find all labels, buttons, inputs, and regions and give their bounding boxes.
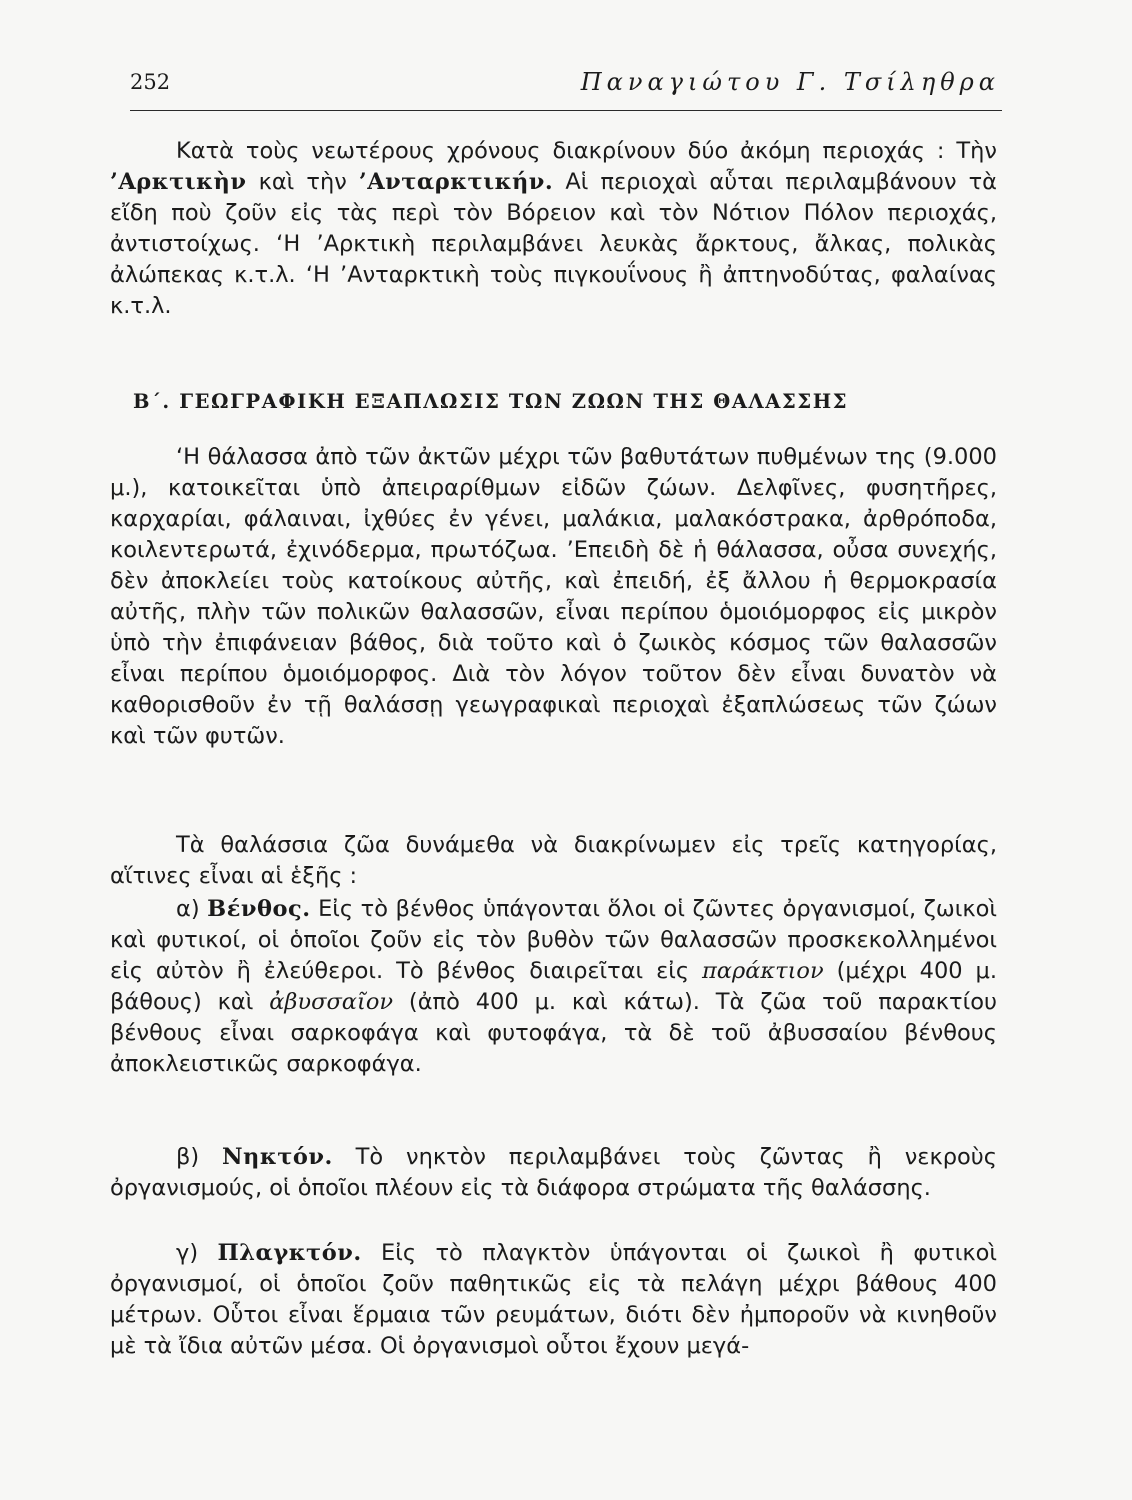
page-number: 252 [130, 70, 171, 94]
section-heading: Β΄. ΓΕΩΓΡΑΦΙΚΗ ΕΞΑΠΛΩΣΙΣ ΤΩΝ ΖΩΩΝ ΤΗΣ ΘΑΛΑΣΣΗΣ [133, 390, 849, 413]
paragraph-benthos: α) Βένθος. Εἰς τὸ βένθος ὑπάγονται ὅλοι οἱ ζῶντες ὀργανισμοί, ζωικοὶ καὶ φυτικοί, οἱ ὁποῖοι ζοῦν εἰς τὸν βυθὸν τῶν θαλασσῶν προσκεκολλημένοι εἰς αὐτὸν ἢ ἐλεύθεροι. Τὸ βένθος διαιρεῖται εἰς παράκτιον (μέχρι 400 μ. βάθους) καὶ ἀβυσσαῖον (ἀπὸ 400 μ. καὶ κάτω). Τὰ ζῶα τοῦ παρακτίου βένθους εἶναι σαρκοφάγα καὶ φυτοφάγα, τὰ δὲ τοῦ ἀβυσσαίου βένθους ἀποκλειστικῶς σαρκοφάγα. [110, 896, 997, 1077]
running-head: Παναγιώτου Γ. Τσίληθρα [580, 68, 1000, 96]
page-header [130, 66, 1000, 110]
term-plankton: Πλαγκτόν. [217, 1240, 362, 1266]
term-antarctic: ’Ανταρκτικήν. [358, 169, 554, 195]
paragraph-sea-distribution: ‘Η θάλασσα ἀπὸ τῶν ἀκτῶν μέχρι τῶν βαθυτάτων πυθμένων της (9.000 μ.), κατοικεῖται ὑπὸ ἀπειραρίθμων εἰδῶν ζώων. Δελφῖνες, φυσητῆρες, καρχαρίαι, φάλαιναι, ἰχθύες ἐν γένει, μαλάκια, μαλακόστρακα, ἀρθρόποδα, κοιλεντερωτά, ἐχινόδερμα, πρωτόζωα. ’Επειδὴ δὲ ἡ θάλασσα, οὖσα συνεχής, δὲν ἀποκλείει τοὺς κατοίκους αὐτῆς, καὶ ἐπειδή, ἐξ ἄλλου ἡ θερμοκρασία αὐτῆς, πλὴν τῶν πολικῶν θαλασσῶν, εἶναι περίπου ὁμοιόμορφος εἰς μικρὸν ὑπὸ τὴν ἐπιφάνειαν βάθος, διὰ τοῦτο καὶ ὁ ζωικὸς κόσμος τῶν θαλασσῶν εἶναι περίπου ὁμοιόμορφος. Διὰ τὸν λόγον τοῦτον δὲν εἶναι δυνατὸν νὰ καθορισθοῦν ἐν τῇ θαλάσσῃ γεωγραφικαὶ περιοχαὶ ἐξαπλώσεως τῶν ζώων καὶ τῶν φυτῶν. [110, 444, 997, 749]
paragraph-plankton: γ) Πλαγκτόν. Εἰς τὸ πλαγκτὸν ὑπάγονται οἱ ζωικοὶ ἢ φυτικοὶ ὀργανισμοί, οἱ ὁποῖοι ζοῦν παθητικῶς εἰς τὰ πελάγη μέχρι βάθους 400 μέτρων. Οὗτοι εἶναι ἕρμαια τῶν ρευμάτων, διότι δὲν ἠμποροῦν νὰ κινηθοῦν μὲ τὰ ἴδια αὐτῶν μέσα. Οἱ ὀργανισμοὶ οὗτοι ἔχουν μεγά- [110, 1240, 997, 1359]
header-rule [130, 110, 1002, 111]
term-nekton: Νηκτόν. [221, 1144, 333, 1170]
item-label: β) [176, 1144, 222, 1170]
term-littoral: παράκτιον [701, 958, 824, 984]
paragraph-categories-intro: Τὰ θαλάσσια ζῶα δυνάμεθα νὰ διακρίνωμεν εἰς τρεῖς κατηγορίας, αἵτινες εἶναι αἱ ἑξῆς : [110, 832, 997, 889]
paragraph-nekton: β) Νηκτόν. Τὸ νηκτὸν περιλαμβάνει τοὺς ζῶντας ἢ νεκροὺς ὀργανισμούς, οἱ ὁποῖοι πλέουν εἰς τὰ διάφορα στρώματα τῆς θαλάσσης. [110, 1144, 997, 1201]
item-label: α) [176, 896, 208, 922]
term-benthos: Βένθος. [207, 896, 311, 922]
term-abyssal: ἀβυσσαῖον [269, 989, 394, 1015]
item-label: γ) [176, 1240, 218, 1266]
paragraph-polar-regions: Κατὰ τοὺς νεωτέρους χρόνους διακρίνουν δύο ἀκόμη περιοχάς : Τὴν ’Αρκτικὴν καὶ τὴν ’Ανταρκτικήν. Αἱ περιοχαὶ αὗται περιλαμβάνουν τὰ εἴδη ποὺ ζοῦν εἰς τὰς περὶ τὸν Βόρειον καὶ τὸν Νότιον Πόλον περιοχάς, ἀντιστοίχως. ‘Η ’Αρκτικὴ περιλαμβάνει λευκὰς ἄρκτους, ἄλκας, πολικὰς ἀλώπεκας κ.τ.λ. ‘Η ’Ανταρκτικὴ τοὺς πιγκουΐνους ἢ ἀπτηνοδύτας, φαλαίνας κ.τ.λ. [110, 138, 997, 319]
term-arctic: ’Αρκτικὴν [110, 169, 247, 195]
